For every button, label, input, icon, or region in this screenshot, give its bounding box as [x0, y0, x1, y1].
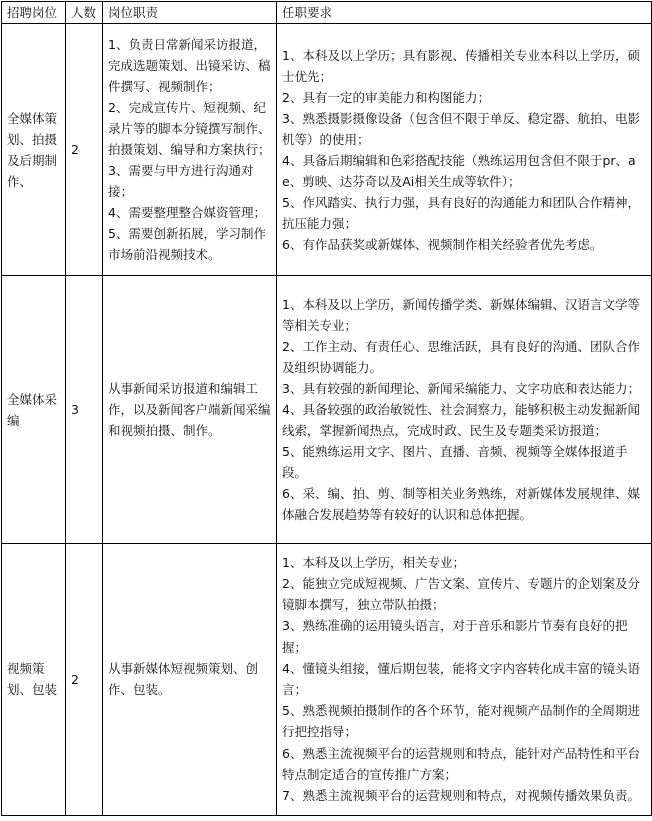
duty-item: 2、完成宣传片、短视频、纪录片等的脚本分镜撰写制作、拍摄策划、编导和方案执行； — [108, 100, 271, 157]
position-cell: 全媒体采编 — [2, 276, 66, 544]
count-cell: 2 — [66, 24, 103, 276]
requirement-item: 6、有作品获奖或新媒体、视频制作相关经验者优先考虑。 — [282, 236, 603, 252]
requirement-item: 7、熟悉主流视频平台的运营规则和特点，对视频传播效果负责。 — [282, 788, 640, 804]
header-row — [2, 2, 652, 24]
requirement-item: 2、具有一定的审美能力和构图能力； — [282, 89, 490, 105]
requirement-item: 4、懂镜头组接，懂后期包装，能将文字内容转化成丰富的镜头语言； — [282, 660, 640, 697]
position-cell: 全媒体策划、拍摄及后期制作、 — [2, 24, 66, 276]
duty-item: 从事新闻采访报道和编辑工作，以及新闻客户端新闻采编和视频拍摄、制作。 — [108, 381, 271, 438]
count-cell: 3 — [66, 276, 103, 544]
requirement-item: 2、工作主动、有责任心、思维活跃，具有良好的沟通、团队合作及组织协调能力。 — [282, 339, 640, 375]
header-duties: 岗位职责 — [103, 2, 277, 24]
header-count: 人数 — [66, 2, 103, 24]
table-row — [2, 24, 652, 276]
duty-item: 5、需要创新拓展，学习制作市场前沿视频技术。 — [108, 226, 266, 262]
requirements-cell — [277, 544, 652, 816]
count-cell: 2 — [66, 544, 103, 816]
requirement-item: 3、熟练准确的运用镜头语言，对于音乐和影片节奏有良好的把握； — [282, 618, 628, 655]
requirement-item: 3、具有较强的新闻理论、新闻采编能力、文字功底和表达能力； — [282, 381, 640, 396]
requirement-item: 6、采、编、拍、剪、制等相关业务熟练，对新媒体发展规律、媒体融合发展趋势等有较好的认识和总体把握。 — [282, 486, 640, 522]
duties-cell — [103, 276, 277, 544]
duty-item: 3、需要与甲方进行沟通对接； — [108, 163, 254, 199]
requirements-cell — [277, 24, 652, 276]
requirement-item: 6、熟悉主流视频平台的运营规则和特点，能针对产品特性和平台特点制定适合的宣传推广方案； — [282, 745, 640, 782]
requirement-item: 2、能独立完成短视频、广告文案、宣传片、专题片的企划案及分镜脚本撰写，独立带队拍摄； — [282, 575, 640, 613]
duty-item: 从事新媒体短视频策划、创作、包装。 — [108, 661, 259, 697]
requirement-item: 1、本科及以上学历；具有影视、传播相关专业本科以上学历，硕士优先； — [282, 47, 640, 84]
requirement-item: 4、具备较强的政治敏锐性、社会洞察力，能够积极主动发掘新闻线索，掌握新闻热点，完成时政、民生及专题类采访报道； — [282, 402, 640, 438]
requirement-item: 5、能熟练运用文字、图片、直播、音频、视频等全媒体报道手段。 — [282, 444, 628, 480]
requirements-cell — [277, 276, 652, 544]
header-position: 招聘岗位 — [2, 2, 66, 24]
requirement-item: 5、熟悉视频拍摄制作的各个环节，能对视频产品制作的全周期进行把控指导； — [282, 703, 640, 740]
duties-cell — [103, 24, 277, 276]
table-row — [2, 544, 652, 816]
position-cell: 视频策划、包装 — [2, 544, 66, 816]
duties-cell — [103, 544, 277, 816]
header-requirements: 任职要求 — [277, 2, 652, 24]
requirement-item: 3、熟悉摄影摄像设备（包含但不限于单反、稳定器、航拍、电影机等）的使用； — [282, 110, 640, 147]
table-row — [2, 276, 652, 544]
duty-item: 1、负责日常新闻采访报道，完成选题策划、出镜采访、稿件撰写、视频制作； — [108, 37, 271, 94]
requirement-item: 4、具备后期编辑和色彩搭配技能（熟练运用包含但不限于pr、ae、剪映、达芬奇以及Ai相关生成等软件）； — [282, 152, 636, 189]
requirement-item: 5、作风踏实、执行力强，具有良好的沟通能力和团队合作精神，抗压能力强； — [282, 194, 640, 231]
requirement-item: 1、本科及以上学历，相关专业； — [282, 554, 465, 570]
duty-item: 4、需要整理整合媒资管理； — [108, 205, 266, 220]
recruitment-table — [1, 1, 652, 816]
requirement-item: 1、本科及以上学历，新闻传播学类、新媒体编辑、汉语言文学等等相关专业； — [282, 297, 640, 333]
